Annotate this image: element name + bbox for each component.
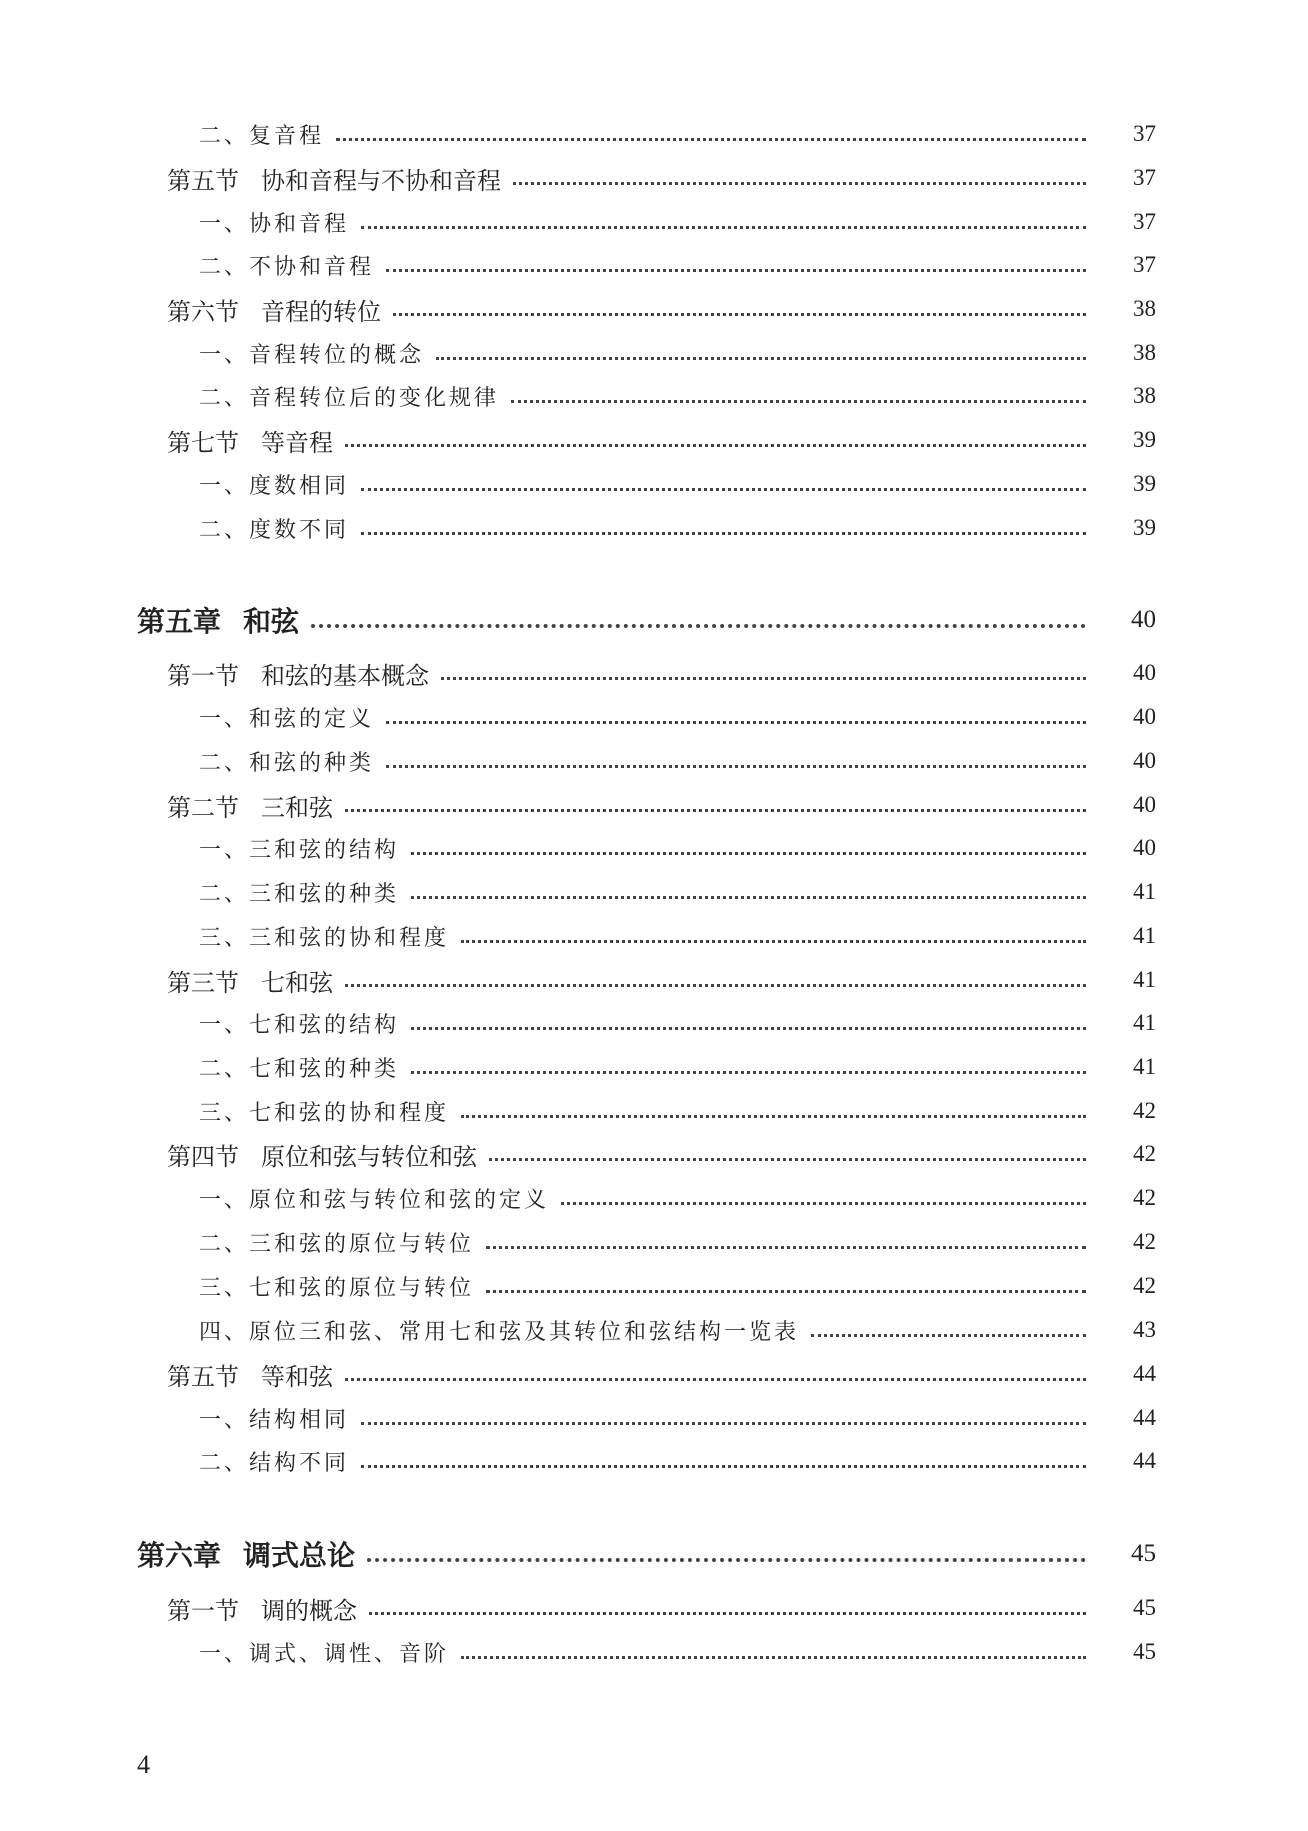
toc-entry-title: [199, 1183, 549, 1214]
toc-entry-title: [167, 423, 333, 458]
leader-dots: [511, 400, 1086, 403]
toc-entry-text: 七和弦: [261, 968, 333, 997]
toc-entry-text: 二、七和弦的种类: [199, 1056, 400, 1082]
toc-page-number: 40: [1133, 748, 1156, 773]
toc-entry-label: 第六节: [167, 297, 239, 326]
toc-entry-title: [167, 1591, 357, 1626]
toc-entry-text: 一、度数相同: [199, 473, 350, 499]
leader-dots: [367, 1558, 1086, 1562]
toc-entry-title: [199, 877, 399, 908]
toc-entry-text: 三、七和弦的原位与转位: [199, 1275, 475, 1301]
toc-entry-text: 三、七和弦的协和程度: [199, 1100, 450, 1126]
toc-entry-title: [199, 1096, 449, 1127]
leader-dots: [361, 1465, 1086, 1468]
leader-dots: [311, 624, 1086, 628]
toc-entry-label: 第三节: [167, 968, 239, 997]
toc-page-number: 40: [1133, 792, 1156, 817]
toc-entry-title: [199, 1008, 399, 1039]
toc-subitem-row: [0, 830, 1308, 866]
toc-page-number: 38: [1133, 340, 1156, 365]
leader-dots: [386, 721, 1086, 724]
toc-page-number: 37: [1133, 165, 1156, 190]
leader-dots: [336, 138, 1086, 141]
toc-entry-text: 音程的转位: [261, 297, 381, 326]
toc-entry-text: 二、和弦的种类: [199, 750, 375, 776]
toc-section-row: [0, 655, 1308, 691]
leader-dots: [486, 1246, 1086, 1249]
toc-entry-text: 一、调式、调性、音阶: [199, 1641, 450, 1667]
toc-page-number: 42: [1133, 1141, 1156, 1166]
leader-dots: [361, 532, 1086, 535]
toc-entry-title: [199, 469, 349, 500]
leader-dots: [441, 677, 1086, 680]
toc-entry-text: 等音程: [261, 428, 333, 457]
toc-page-number: 42: [1133, 1185, 1156, 1210]
toc-subitem-row: [0, 1634, 1308, 1670]
toc-entry-title: [167, 656, 429, 691]
toc-page-number: 42: [1133, 1229, 1156, 1254]
toc-section-row: [0, 787, 1308, 823]
leader-dots: [345, 444, 1086, 447]
toc-page-number: 44: [1133, 1405, 1156, 1430]
toc-entry-text: 和弦: [243, 605, 300, 638]
leader-dots: [386, 765, 1086, 768]
toc-entry-title: [199, 921, 449, 952]
leader-dots: [361, 226, 1086, 229]
toc-entry-text: 原位和弦与转位和弦: [261, 1142, 477, 1171]
leader-dots: [345, 809, 1086, 812]
leader-dots: [411, 1071, 1086, 1074]
toc-entry-text: 和弦的基本概念: [261, 661, 429, 690]
toc-entry-text: 二、不协和音程: [199, 254, 375, 280]
toc-subitem-row: [0, 1268, 1308, 1304]
toc-subitem-row: [0, 466, 1308, 502]
toc-entry-label: 第五节: [167, 166, 239, 195]
leader-dots: [369, 1612, 1086, 1615]
toc-entry-label: 第七节: [167, 428, 239, 457]
toc-page-number: 41: [1133, 1054, 1156, 1079]
leader-dots: [361, 1422, 1086, 1425]
toc-page-number: 42: [1133, 1273, 1156, 1298]
toc-page-number: 42: [1133, 1098, 1156, 1123]
toc-page-number: 41: [1133, 1010, 1156, 1035]
leader-dots: [461, 1656, 1086, 1659]
toc-entry-title: [199, 1271, 474, 1302]
page-number: 4: [137, 1750, 150, 1779]
leader-dots: [345, 984, 1086, 987]
toc-entry-title: [199, 1052, 399, 1083]
toc-entry-title: [167, 788, 333, 823]
toc-subitem-row: [0, 874, 1308, 910]
toc-entry-title: [199, 338, 424, 369]
toc-entry-text: 三、三和弦的协和程度: [199, 925, 450, 951]
toc-section-row: [0, 1356, 1308, 1392]
toc-page-number: 38: [1133, 383, 1156, 408]
leader-dots: [386, 269, 1086, 272]
toc-page-number: 41: [1133, 967, 1156, 992]
toc-page-number: 44: [1133, 1448, 1156, 1473]
toc-entry-text: 一、七和弦的结构: [199, 1012, 400, 1038]
toc-chapter-row: [0, 1536, 1308, 1572]
toc-subitem-row: [0, 743, 1308, 779]
toc-subitem-row: [0, 510, 1308, 546]
toc-page-number: 37: [1133, 252, 1156, 277]
leader-dots: [561, 1202, 1086, 1205]
toc-page-number: 39: [1133, 515, 1156, 540]
toc-entry-text: 四、原位三和弦、常用七和弦及其转位和弦结构一览表: [199, 1319, 800, 1345]
toc-page-number: 38: [1133, 296, 1156, 321]
toc-subitem-row: [0, 116, 1308, 152]
toc-entry-text: 一、和弦的定义: [199, 706, 375, 732]
toc-subitem-row: [0, 247, 1308, 283]
toc-entry-text: 三和弦: [261, 793, 333, 822]
toc-page-number: 37: [1133, 121, 1156, 146]
toc-entry-title: [199, 207, 349, 238]
toc-entry-text: 一、音程转位的概念: [199, 342, 425, 368]
toc-entry-label: 第五章: [137, 605, 222, 638]
toc-entry-text: 二、复音程: [199, 123, 325, 149]
leader-dots: [393, 313, 1086, 316]
toc-subitem-row: [0, 378, 1308, 414]
toc-subitem-row: [0, 1312, 1308, 1348]
leader-dots: [811, 1334, 1086, 1337]
toc-page-number: 39: [1133, 427, 1156, 452]
toc-subitem-row: [0, 204, 1308, 240]
toc-entry-title: [167, 963, 333, 998]
toc-section-row: [0, 962, 1308, 998]
toc-subitem-row: [0, 1093, 1308, 1129]
leader-dots: [345, 1378, 1086, 1381]
leader-dots: [486, 1290, 1086, 1293]
toc-entry-text: 二、结构不同: [199, 1450, 350, 1476]
toc-page-number: 40: [1133, 660, 1156, 685]
toc-subitem-row: [0, 1005, 1308, 1041]
toc-entry-title: [137, 600, 299, 640]
leader-dots: [489, 1158, 1086, 1161]
toc-entry-label: 第一节: [167, 661, 239, 690]
toc-section-row: [0, 160, 1308, 196]
leader-dots: [411, 896, 1086, 899]
toc-entry-title: [199, 1227, 474, 1258]
toc-page-number: 45: [1133, 1595, 1156, 1620]
toc-entry-title: [167, 1137, 477, 1172]
toc-subitem-row: [0, 1049, 1308, 1085]
toc-entry-text: 一、协和音程: [199, 211, 350, 237]
toc-entry-label: 第六章: [137, 1539, 222, 1572]
toc-chapter-row: [0, 602, 1308, 638]
toc-page-number: 40: [1133, 704, 1156, 729]
toc-entry-title: [199, 1446, 349, 1477]
toc-subitem-row: [0, 699, 1308, 735]
toc-section-row: [0, 1136, 1308, 1172]
toc-subitem-row: [0, 1224, 1308, 1260]
toc-page-number: 41: [1133, 879, 1156, 904]
toc-entry-text: 二、度数不同: [199, 517, 350, 543]
toc-entry-text: 协和音程与不协和音程: [261, 166, 501, 195]
toc-page-number: 45: [1131, 1540, 1156, 1567]
toc-entry-text: 二、音程转位后的变化规律: [199, 385, 500, 411]
toc-subitem-row: [0, 918, 1308, 954]
toc-entry-title: [199, 1637, 449, 1668]
toc-subitem-row: [0, 335, 1308, 371]
toc-entry-label: 第一节: [167, 1596, 239, 1625]
toc-page-number: 39: [1133, 471, 1156, 496]
toc-entry-text: 一、三和弦的结构: [199, 837, 400, 863]
toc-entry-title: [199, 1403, 349, 1434]
toc-entry-title: [199, 513, 349, 544]
toc-entry-title: [199, 119, 324, 150]
toc-page-number: 41: [1133, 923, 1156, 948]
toc-section-row: [0, 422, 1308, 458]
leader-dots: [411, 852, 1086, 855]
toc-entry-text: 调式总论: [243, 1539, 356, 1572]
toc-section-row: [0, 1590, 1308, 1626]
toc-subitem-row: [0, 1180, 1308, 1216]
leader-dots: [411, 1027, 1086, 1030]
toc-entry-label: 第四节: [167, 1142, 239, 1171]
toc-entry-text: 二、三和弦的原位与转位: [199, 1231, 475, 1257]
toc-entry-title: [199, 833, 399, 864]
toc-subitem-row: [0, 1400, 1308, 1436]
toc-page-number: 37: [1133, 209, 1156, 234]
toc-entry-title: [137, 1534, 355, 1574]
toc-entry-text: 等和弦: [261, 1362, 333, 1391]
toc-page-number: 44: [1133, 1361, 1156, 1386]
toc-entry-title: [167, 161, 501, 196]
toc-entry-title: [199, 1315, 799, 1346]
toc-entry-text: 一、结构相同: [199, 1407, 350, 1433]
toc-entry-text: 一、原位和弦与转位和弦的定义: [199, 1187, 550, 1213]
toc-entry-title: [199, 746, 374, 777]
leader-dots: [461, 1115, 1086, 1118]
toc-page-number: 40: [1131, 606, 1156, 633]
toc-page-number: 43: [1133, 1317, 1156, 1342]
leader-dots: [513, 182, 1086, 185]
toc-entry-title: [199, 702, 374, 733]
leader-dots: [461, 940, 1086, 943]
toc-page-number: 45: [1133, 1639, 1156, 1664]
leader-dots: [361, 488, 1086, 491]
toc-entry-title: [167, 1357, 333, 1392]
toc-section-row: [0, 291, 1308, 327]
toc-entry-text: 调的概念: [261, 1596, 357, 1625]
toc-subitem-row: [0, 1443, 1308, 1479]
toc-entry-text: 二、三和弦的种类: [199, 881, 400, 907]
toc-entry-title: [199, 250, 374, 281]
toc-entry-label: 第二节: [167, 793, 239, 822]
toc-page-number: 40: [1133, 835, 1156, 860]
toc-entry-label: 第五节: [167, 1362, 239, 1391]
toc-entry-title: [199, 381, 499, 412]
leader-dots: [436, 357, 1086, 360]
toc-entry-title: [167, 292, 381, 327]
